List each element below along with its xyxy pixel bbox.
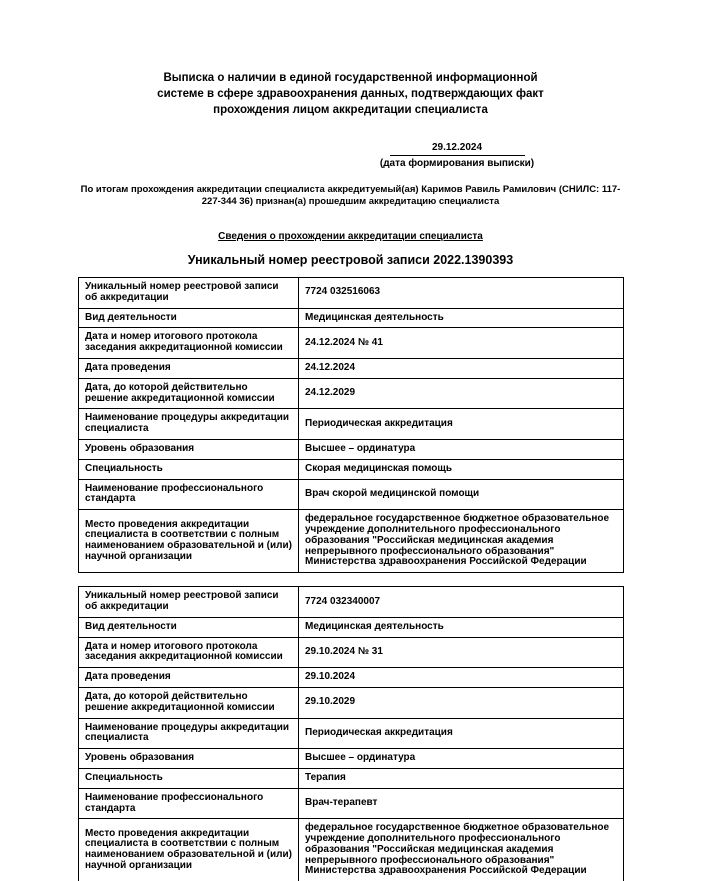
field-label: Уникальный номер реестровой записи об аккредитации	[79, 587, 299, 618]
table-row	[79, 308, 624, 328]
field-value: 24.12.2024	[299, 358, 624, 378]
field-value: Врач-терапевт	[299, 788, 624, 819]
intro-paragraph: По итогам прохождения аккредитации специалиста аккредитуемый(ая) Каримов Равиль Рамилович (СНИЛС: 117-227-344 36) признан(а) прошедшим аккредитацию специалиста	[80, 184, 621, 207]
field-value: Медицинская деятельность	[299, 308, 624, 328]
section-heading: Сведения о прохождении аккредитации специалиста	[218, 231, 483, 242]
document-content	[78, 70, 623, 881]
field-label: Наименование процедуры аккредитации специалиста	[79, 718, 299, 749]
field-value: Высшее – ординатура	[299, 439, 624, 459]
field-label: Место проведения аккредитации специалиста в соответствии с полным наименованием образовательной и (или) научной организации	[79, 510, 299, 573]
table-row	[79, 617, 624, 637]
table-row	[79, 788, 624, 819]
table-row	[79, 668, 624, 688]
table-row	[79, 409, 624, 440]
field-value: федеральное государственное бюджетное образовательное учреждение дополнительного профессионального образования "Российская медицинская академия непрерывного профессионального образования" Министерства здравоохранения Российской Федерации	[299, 819, 624, 881]
field-label: Специальность	[79, 768, 299, 788]
field-value: Врач скорой медицинской помощи	[299, 479, 624, 510]
table-row	[79, 278, 624, 309]
formation-date-block	[372, 142, 542, 170]
table-row	[79, 768, 624, 788]
field-label: Дата и номер итогового протокола заседания аккредитационной комиссии	[79, 328, 299, 359]
table-row	[79, 687, 624, 718]
field-label: Дата, до которой действительно решение аккредитационной комиссии	[79, 687, 299, 718]
field-label: Вид деятельности	[79, 308, 299, 328]
table-row	[79, 459, 624, 479]
field-label: Наименование профессионального стандарта	[79, 788, 299, 819]
formation-date-caption: (дата формирования выписки)	[379, 158, 535, 169]
document-title-line: Выписка о наличии в единой государственной информационной	[163, 72, 538, 84]
table-row	[79, 718, 624, 749]
field-value: 29.10.2024	[299, 668, 624, 688]
formation-date: 29.12.2024	[390, 142, 525, 156]
registry-number-heading: Уникальный номер реестровой записи 2022.1390393	[187, 253, 514, 267]
table-row	[79, 328, 624, 359]
field-label: Дата, до которой действительно решение аккредитационной комиссии	[79, 378, 299, 409]
document-title	[78, 70, 623, 118]
field-value: 7724 032516063	[299, 278, 624, 309]
document-title-line: системе в сфере здравоохранения данных, подтверждающих факт	[157, 88, 544, 100]
field-label: Уникальный номер реестровой записи об аккредитации	[79, 278, 299, 309]
field-label: Наименование профессионального стандарта	[79, 479, 299, 510]
field-label: Дата проведения	[79, 358, 299, 378]
field-label: Уровень образования	[79, 439, 299, 459]
accreditation-table-1	[78, 277, 624, 573]
table-row	[79, 510, 624, 573]
field-value: 29.10.2024 № 31	[299, 637, 624, 668]
field-label: Место проведения аккредитации специалиста в соответствии с полным наименованием образовательной и (или) научной организации	[79, 819, 299, 881]
field-label: Дата проведения	[79, 668, 299, 688]
table-row	[79, 439, 624, 459]
field-label: Наименование процедуры аккредитации специалиста	[79, 409, 299, 440]
accreditation-table-2	[78, 586, 624, 881]
table-row	[79, 358, 624, 378]
table-row	[79, 819, 624, 881]
field-value: Скорая медицинская помощь	[299, 459, 624, 479]
field-value: Высшее – ординатура	[299, 749, 624, 769]
table-row	[79, 587, 624, 618]
table-row	[79, 749, 624, 769]
field-label: Дата и номер итогового протокола заседания аккредитационной комиссии	[79, 637, 299, 668]
field-value: 29.10.2029	[299, 687, 624, 718]
document-title-line: прохождения лицом аккредитации специалиста	[213, 104, 488, 116]
table-row	[79, 378, 624, 409]
field-value: Периодическая аккредитация	[299, 409, 624, 440]
field-label: Уровень образования	[79, 749, 299, 769]
field-value: Периодическая аккредитация	[299, 718, 624, 749]
field-label: Специальность	[79, 459, 299, 479]
field-value: Терапия	[299, 768, 624, 788]
table-row	[79, 479, 624, 510]
table-row	[79, 637, 624, 668]
field-value: 7724 032340007	[299, 587, 624, 618]
field-value: федеральное государственное бюджетное образовательное учреждение дополнительного профессионального образования "Российская медицинская академия непрерывного профессионального образования" Министерства здравоохранения Российской Федерации	[299, 510, 624, 573]
field-value: 24.12.2024 № 41	[299, 328, 624, 359]
field-label: Вид деятельности	[79, 617, 299, 637]
field-value: 24.12.2029	[299, 378, 624, 409]
field-value: Медицинская деятельность	[299, 617, 624, 637]
